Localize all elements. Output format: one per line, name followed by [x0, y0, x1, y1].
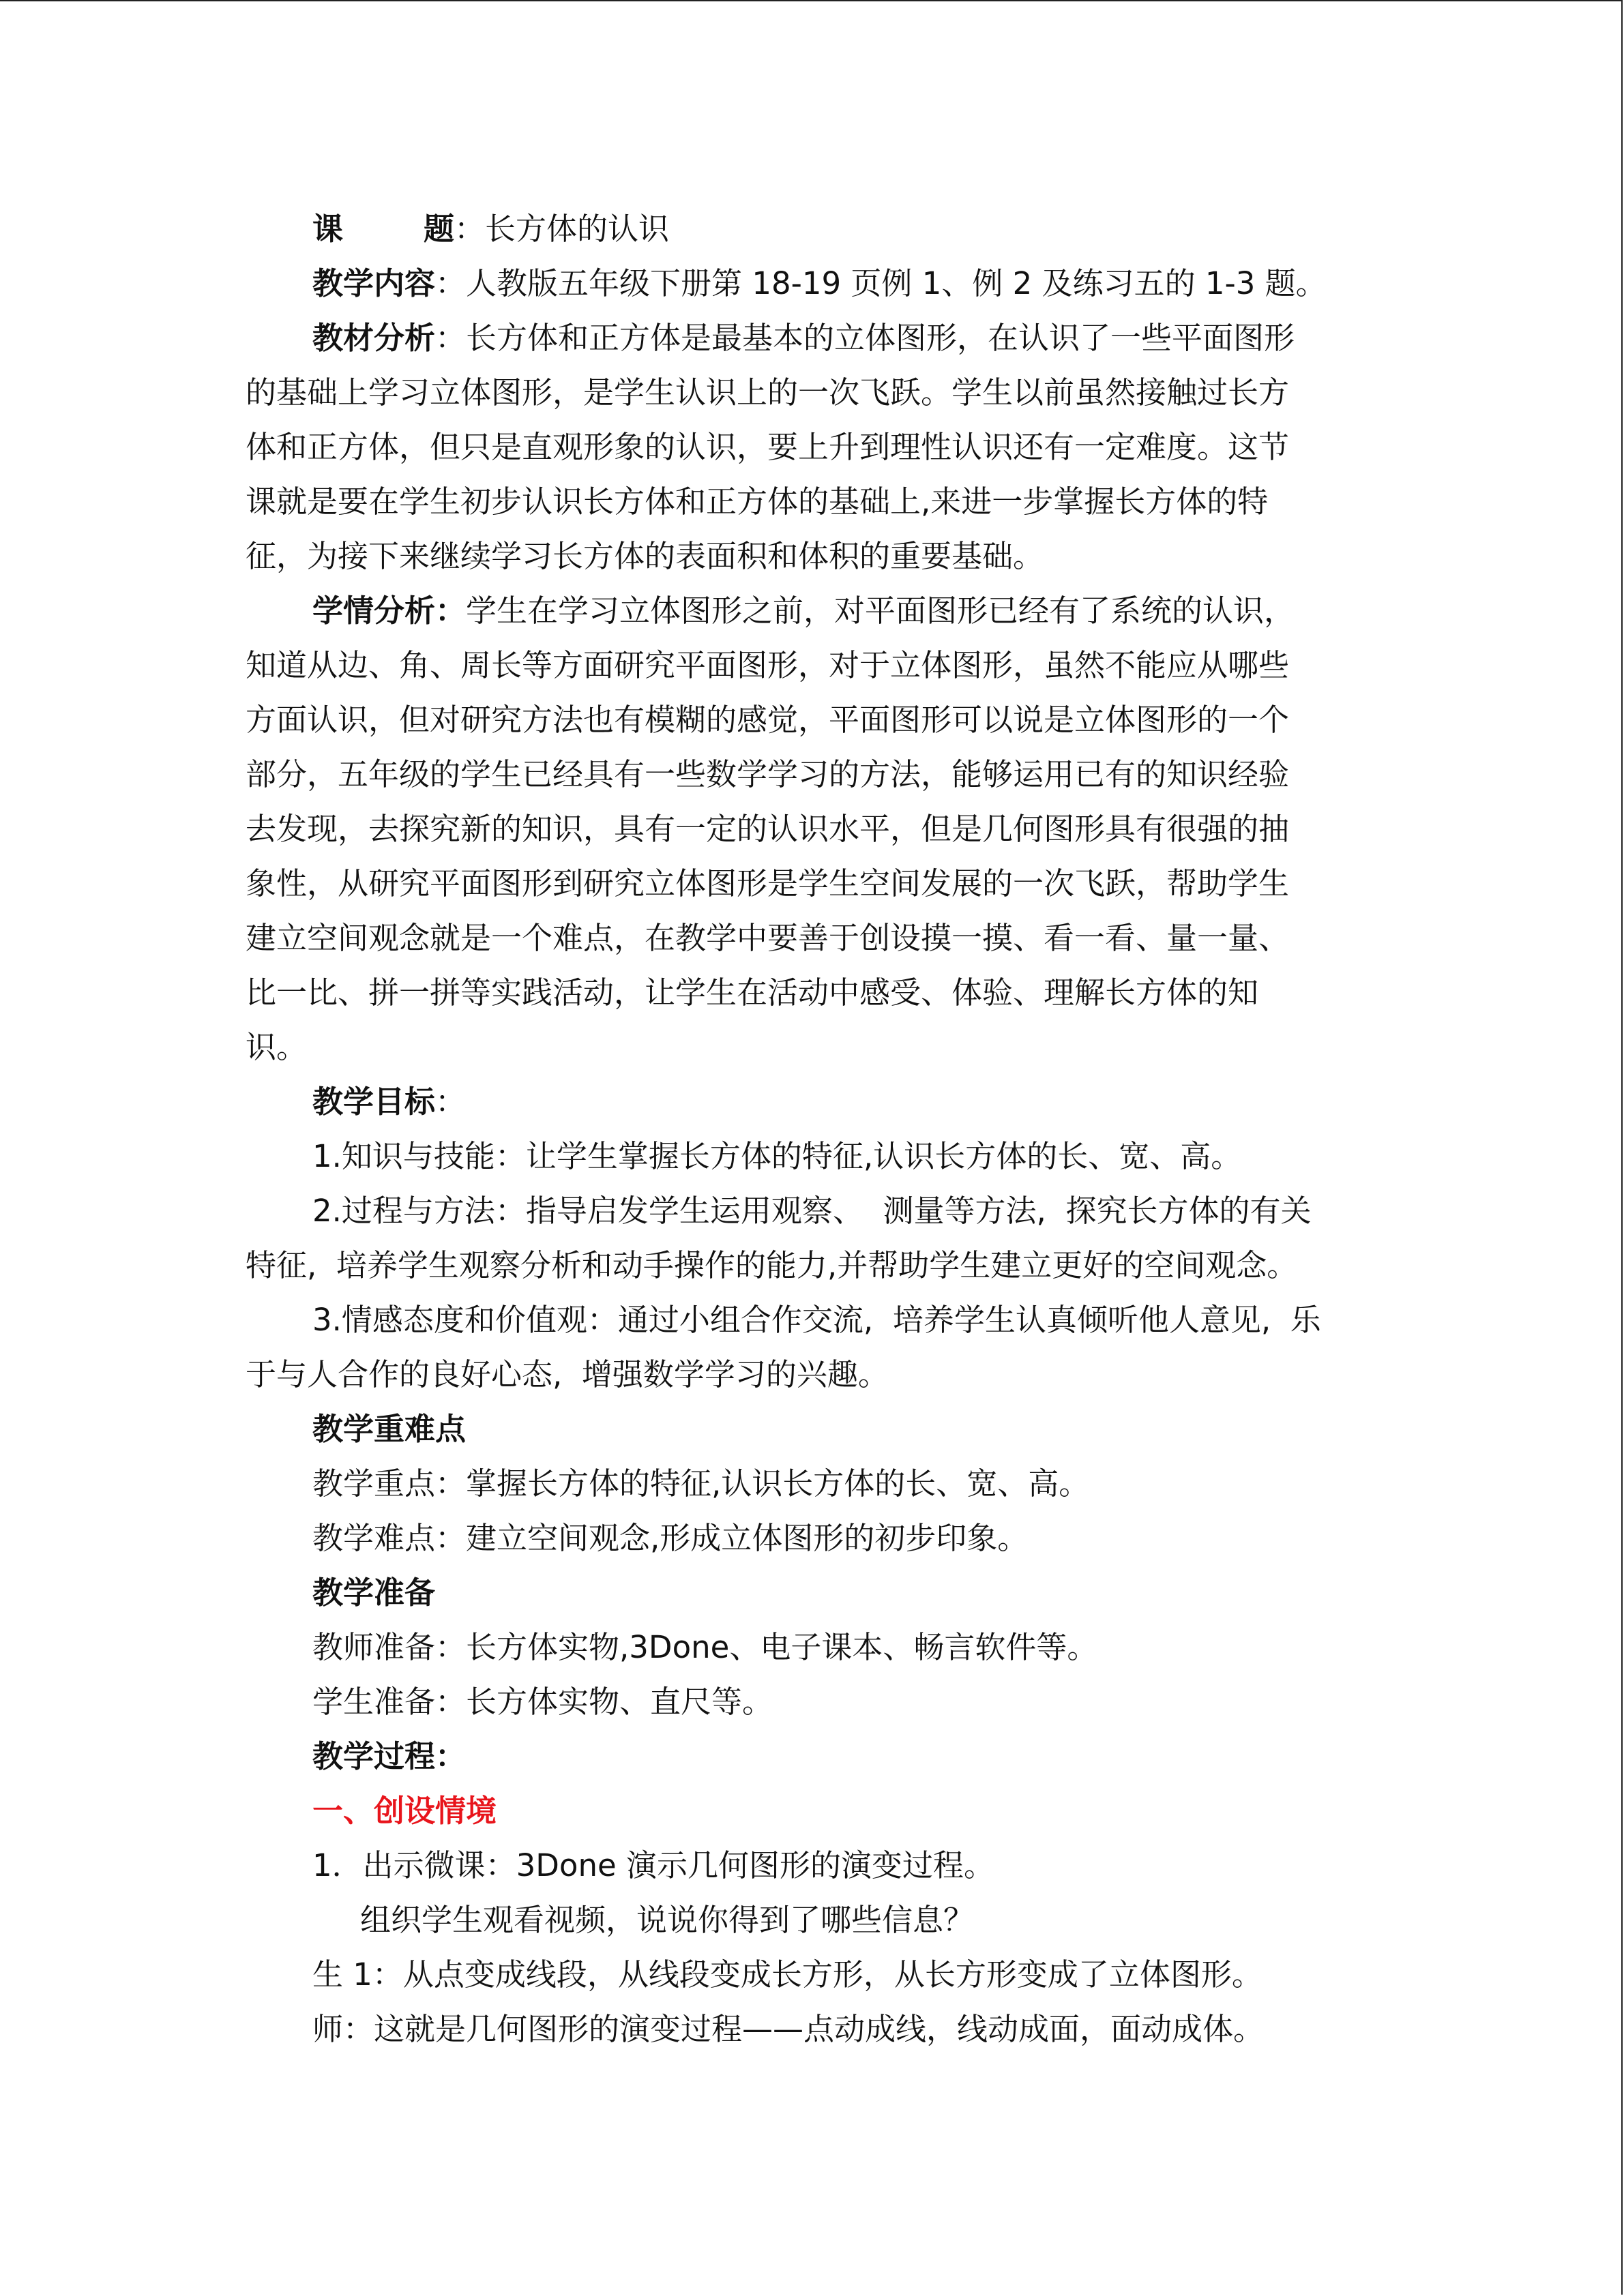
learner-line-7: 建立空间观念就是一个难点，在教学中要善于创设摸一摸、看一看、量一量、 [246, 920, 1290, 956]
content-line [246, 256, 1391, 311]
learner-label: 学情分析： [312, 593, 467, 629]
goal-1: 1.知识与技能：让学生掌握长方体的特征,认识长方体的长、宽、高。 [312, 1138, 1242, 1174]
goals-sep: ： [435, 1084, 467, 1120]
textbook-line-3: 体和正方体，但只是直观形象的认识，要上升到理性认识还有一定难度。这节 [246, 429, 1290, 465]
topic-value: 长方体的认识 [485, 211, 670, 247]
process-heading: 教学过程： [312, 1738, 467, 1774]
preparation [246, 1566, 1391, 1729]
keypoints-difficulty: 教学难点：建立空间观念,形成立体图形的初步印象。 [312, 1520, 1029, 1556]
process-step-1b: 组织学生观看视频，说说你得到了哪些信息？ [360, 1902, 975, 1938]
goal-3-line-2: 于与人合作的良好心态, 增强数学学习的兴趣。 [246, 1356, 889, 1392]
textbook-line-4: 课就是要在学生初步认识长方体和正方体的基础上,来进一步掌握长方体的特 [246, 483, 1269, 520]
learner-line-3: 方面认识，但对研究方法也有模糊的感觉，平面图形可以说是立体图形的一个 [246, 702, 1290, 738]
keypoints-focus: 教学重点：掌握长方体的特征,认识长方体的长、宽、高。 [312, 1465, 1090, 1502]
textbook-line-2: 的基础上学习立体图形，是学生认识上的一次飞跃。学生以前虽然接触过长方 [246, 374, 1290, 411]
topic-sep: ： [454, 211, 486, 247]
topic-label-2: 题 [424, 211, 455, 247]
content-label: 教学内容 [312, 265, 436, 301]
topic-line [246, 202, 1391, 256]
document-body [246, 202, 1391, 2057]
goals-heading: 教学目标 [312, 1084, 436, 1120]
textbook-analysis [246, 311, 1391, 584]
teaching-process [246, 1729, 1391, 2057]
learner-text-1: 学生在学习立体图形之前，对平面图形已经有了系统的认识， [466, 593, 1295, 629]
goal-3-line-1: 3.情感态度和价值观：通过小组合作交流, 培养学生认真倾听他人意见, 乐 [312, 1302, 1321, 1338]
goals-heading-line [246, 1075, 1391, 1129]
prep-heading: 教学准备 [312, 1575, 436, 1611]
learner-analysis [246, 584, 1391, 1075]
learner-line-1 [246, 584, 1391, 638]
keypoints-heading: 教学重难点 [312, 1411, 467, 1447]
prep-teacher: 教师准备：长方体实物,3Done、电子课本、畅言软件等。 [312, 1629, 1098, 1665]
key-points [246, 1402, 1391, 1566]
learner-line-6: 象性，从研究平面图形到研究立体图形是学生空间发展的一次飞跃，帮助学生 [246, 865, 1290, 901]
process-student-1: 生 1：从点变成线段，从线段变成长方形，从长方形变成了立体图形。 [312, 1956, 1263, 1993]
goal-2-line-1: 2.过程与方法：指导启发学生运用观察、 测量等方法, 探究长方体的有关 [312, 1193, 1312, 1229]
process-section-1: 一、创设情境 [312, 1793, 497, 1829]
textbook-line-1 [246, 311, 1391, 366]
textbook-sep: ： [435, 320, 467, 356]
learner-line-2: 知道从边、角、周长等方面研究平面图形，对于立体图形，虽然不能应从哪些 [246, 647, 1290, 683]
textbook-text-1: 长方体和正方体是最基本的立体图形，在认识了一些平面图形 [466, 320, 1295, 356]
learner-line-8: 比一比、拼一拼等实践活动，让学生在活动中感受、体验、理解长方体的知 [246, 974, 1259, 1011]
process-teacher-1: 师：这就是几何图形的演变过程——点动成线，线动成面，面动成体。 [312, 2011, 1265, 2047]
prep-student: 学生准备：长方体实物、直尺等。 [312, 1684, 773, 1720]
teaching-goals [246, 1075, 1391, 1402]
content-value: 人教版五年级下册第 18-19 页例 1、例 2 及练习五的 1-3 题。 [466, 265, 1327, 301]
learner-line-4: 部分，五年级的学生已经具有一些数学学习的方法，能够运用已有的知识经验 [246, 756, 1290, 792]
learner-line-5: 去发现，去探究新的知识，具有一定的认识水平，但是几何图形具有很强的抽 [246, 811, 1290, 847]
learner-line-9: 识。 [246, 1029, 308, 1065]
textbook-label: 教材分析 [312, 320, 436, 356]
process-step-1: 1．出示微课：3Done 演示几何图形的演变过程。 [312, 1847, 994, 1883]
content-sep: ： [435, 265, 467, 301]
textbook-line-5: 征，为接下来继续学习长方体的表面积和体积的重要基础。 [246, 538, 1044, 574]
goal-2-line-2: 特征, 培养学生观察分析和动手操作的能力,并帮助学生建立更好的空间观念。 [246, 1247, 1298, 1283]
topic-label-1: 课 [312, 211, 344, 247]
